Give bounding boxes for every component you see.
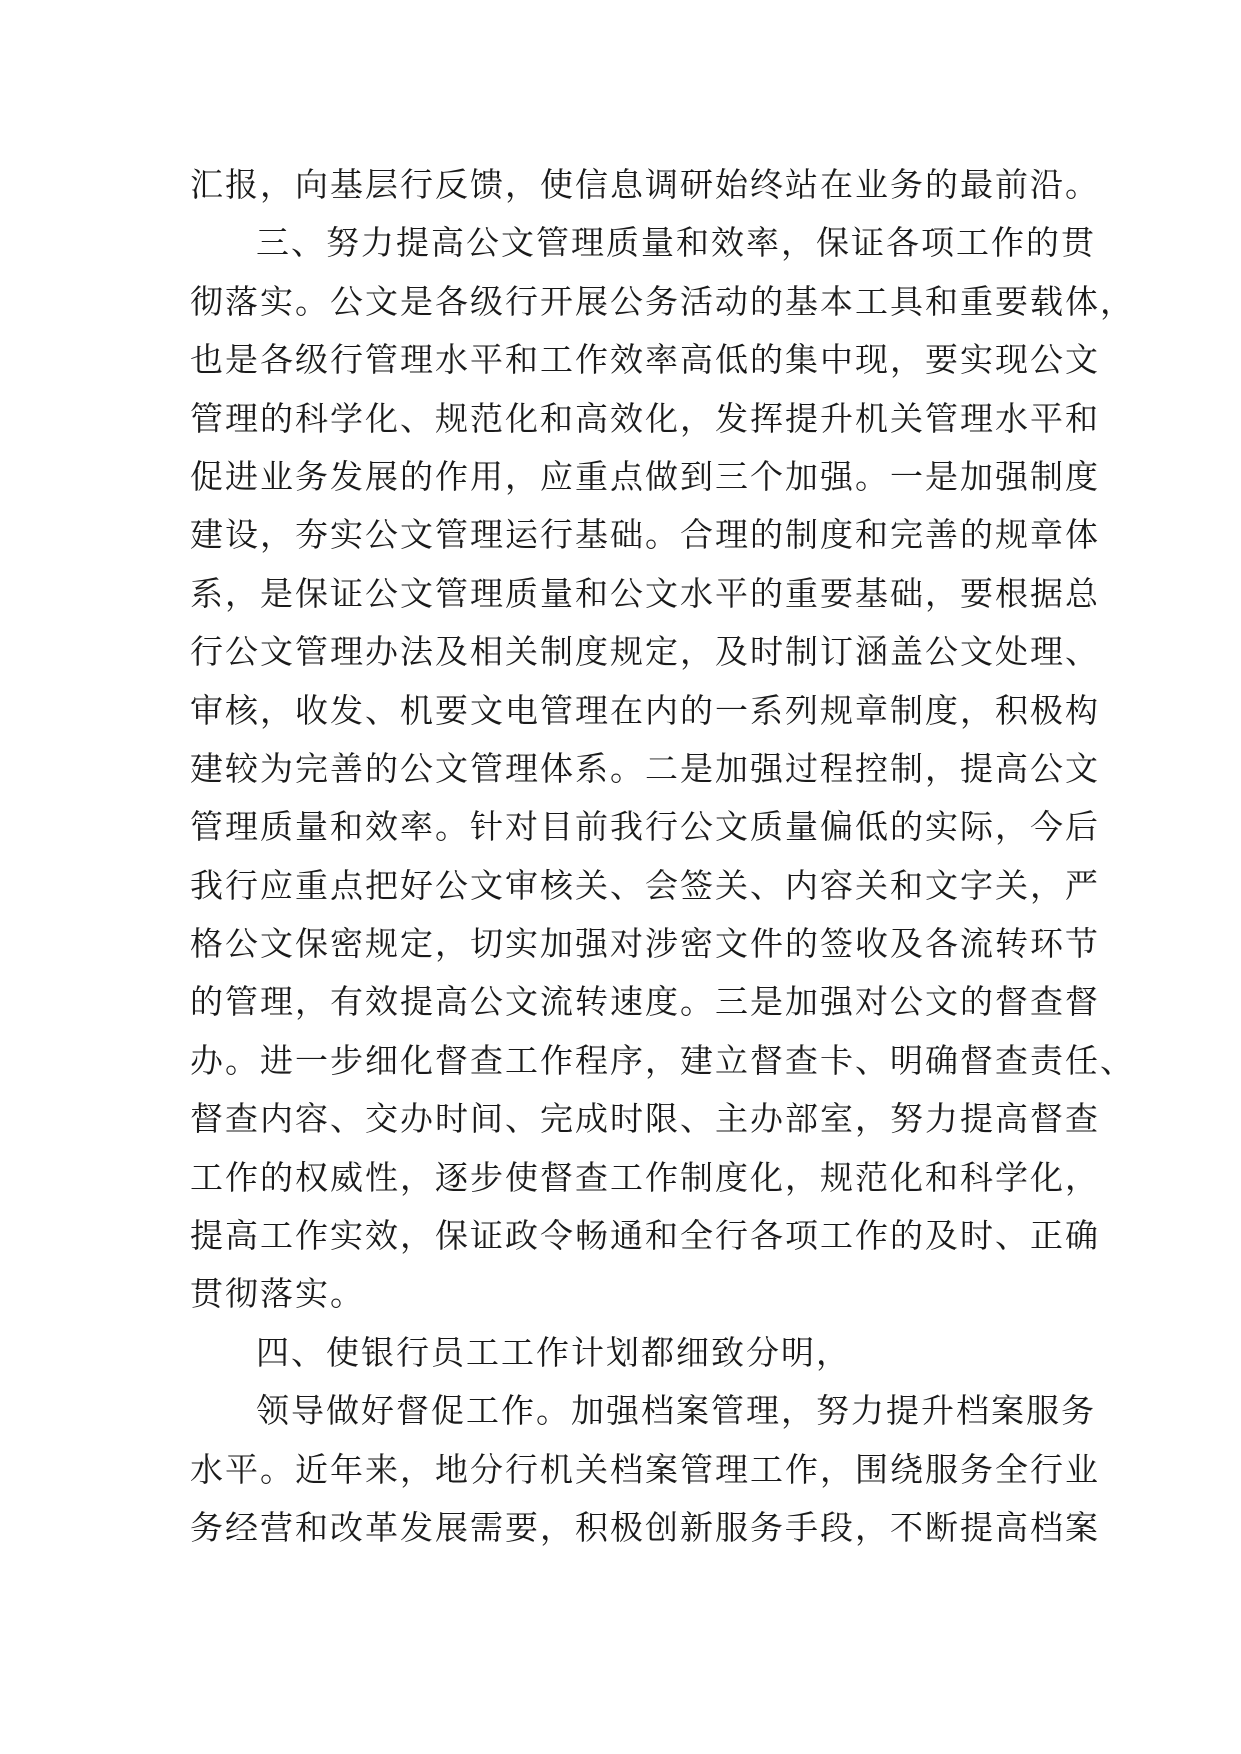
- text-line: 也是各级行管理水平和工作效率高低的集中现，要实现公文: [190, 340, 1100, 380]
- text-line: 四、使银行员工工作计划都细致分明，: [256, 1332, 851, 1372]
- text-line: 格公文保密规定，切实加强对涉密文件的签收及各流转环节: [190, 924, 1100, 964]
- text-line: 促进业务发展的作用，应重点做到三个加强。一是加强制度: [190, 456, 1100, 496]
- text-line: 提高工作实效，保证政令畅通和全行各项工作的及时、正确: [190, 1216, 1100, 1256]
- text-line: 建较为完善的公文管理体系。二是加强过程控制，提高公文: [190, 748, 1100, 788]
- text-line: 督查内容、交办时间、完成时限、主办部室，努力提高督查: [190, 1099, 1100, 1139]
- text-line: 管理质量和效率。针对目前我行公文质量偏低的实际，今后: [190, 807, 1100, 847]
- body-text: [190, 156, 1135, 1557]
- text-line: 建设，夯实公文管理运行基础。合理的制度和完善的规章体: [190, 515, 1100, 555]
- text-line: 管理的科学化、规范化和高效化，发挥提升机关管理水平和: [190, 398, 1100, 438]
- text-line: 领导做好督促工作。加强档案管理，努力提升档案服务: [256, 1391, 1096, 1431]
- text-line: 汇报，向基层行反馈，使信息调研始终站在业务的最前沿。: [190, 165, 1100, 204]
- text-line: 彻落实。公文是各级行开展公务活动的基本工具和重要载体，: [190, 281, 1135, 321]
- text-line: 水平。近年来，地分行机关档案管理工作，围绕服务全行业: [190, 1449, 1100, 1489]
- text-line: 三、努力提高公文管理质量和效率，保证各项工作的贯: [256, 223, 1096, 263]
- text-line: 的管理，有效提高公文流转速度。三是加强对公文的督查督: [190, 982, 1100, 1022]
- text-line: 系，是保证公文管理质量和公文水平的重要基础，要根据总: [190, 573, 1100, 613]
- text-line: 审核，收发、机要文电管理在内的一系列规章制度，积极构: [190, 690, 1100, 730]
- text-line: 务经营和改革发展需要，积极创新服务手段，不断提高档案: [190, 1507, 1100, 1547]
- text-line: 办。进一步细化督查工作程序，建立督查卡、明确督查责任、: [190, 1040, 1135, 1080]
- text-line: 我行应重点把好公文审核关、会签关、内容关和文字关，严: [190, 865, 1100, 905]
- text-line: 行公文管理办法及相关制度规定，及时制订涵盖公文处理、: [190, 632, 1100, 672]
- text-line: 工作的权威性，逐步使督查工作制度化，规范化和科学化，: [190, 1157, 1100, 1197]
- text-line: 贯彻落实。: [190, 1274, 365, 1314]
